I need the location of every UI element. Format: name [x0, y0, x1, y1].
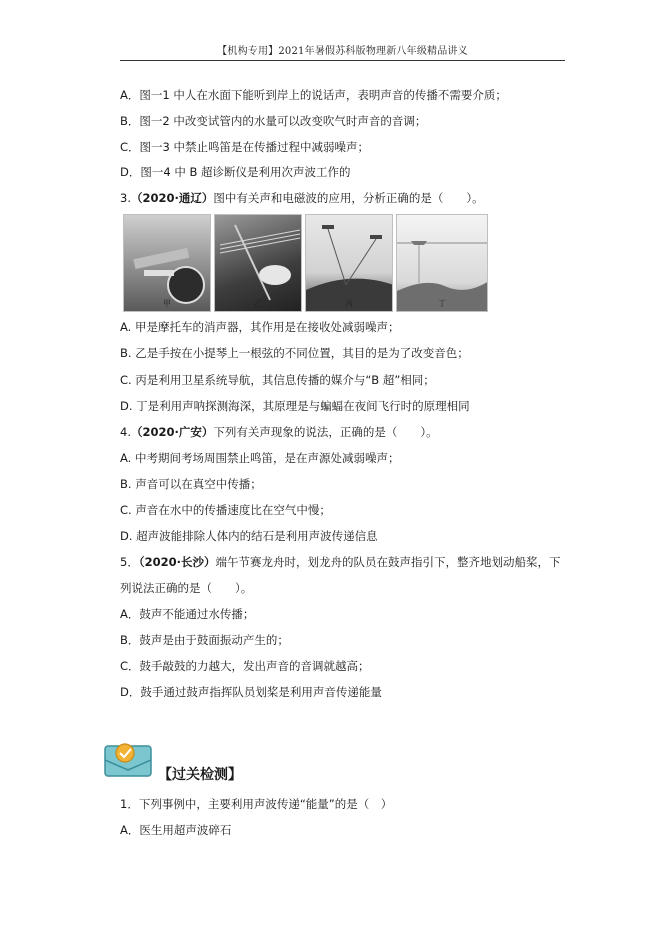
q3-source: （2020·通辽）: [130, 191, 214, 205]
q1-option-a: A．医生用超声波碎石: [120, 823, 232, 837]
q5-source: （2020·长沙）: [138, 555, 216, 569]
sonar-illustration: [397, 215, 488, 311]
q4-source: （2020·广安）: [130, 425, 214, 439]
q3-option-d: D. 丁是利用声呐探测海深，其原理是与蝙蝠在夜间飞行时的原理相同: [120, 399, 470, 413]
motorcycle-illustration: [124, 215, 211, 311]
q5-text: 端午节赛龙舟时，划龙舟的队员在鼓声指引下，整齐地划动船桨，下: [215, 555, 561, 569]
q5-option-d: D．鼓手通过鼓声指挥队员划桨是利用声音传递能量: [120, 685, 382, 699]
q4-number: 4.: [120, 425, 131, 439]
section-title: 【过关检测】: [158, 767, 242, 783]
caption-ding: 丁: [438, 299, 447, 308]
q4-text: 下列有关声现象的说法，正确的是（ ）。: [213, 425, 438, 439]
figure-violin: [214, 214, 302, 312]
q3-option-b: B. 乙是手按在小提琴上一根弦的不同位置，其目的是为了改变音色；: [120, 346, 469, 360]
caption-jia: 甲: [163, 299, 171, 308]
q3-number: 3.: [120, 191, 131, 205]
q5-option-c: C．鼓手敲鼓的力越大，发出声音的音调就越高；: [120, 659, 370, 673]
q4-option-b: B. 声音可以在真空中传播；: [120, 477, 262, 491]
caption-yi: 乙: [254, 299, 263, 308]
q5-option-a: A．鼓声不能通过水传播；: [120, 607, 255, 621]
prev-option-b: B．图一2 中改变试管内的水量可以改变吹气时声音的音调；: [120, 114, 427, 128]
q3-option-c: C. 丙是利用卫星系统导航，其信息传播的媒介与“B 超”相同；: [120, 373, 435, 387]
q4-option-a: A. 中考期间考场周围禁止鸣笛，是在声源处减弱噪声；: [120, 451, 400, 465]
prev-option-d: D．图一4 中 B 超诊断仪是利用次声波工作的: [120, 165, 351, 179]
q3-option-a: A. 甲是摩托车的消声器，其作用是在接收处减弱噪声；: [120, 320, 400, 334]
satellite-illustration: [306, 215, 393, 311]
figure-sonar-ship: [396, 214, 488, 312]
page-header: 【机构专用】2021年暑假苏科版物理新八年级精品讲义: [217, 46, 468, 57]
q5-stem: [120, 554, 560, 570]
caption-bing: 丙: [345, 299, 354, 308]
q5-number: 5．: [120, 555, 139, 569]
q4-option-c: C. 声音在水中的传播速度比在空气中慢；: [120, 503, 331, 517]
checkmark-badge-icon: [104, 740, 154, 778]
prev-option-a: A．图一1 中人在水面下能听到岸上的说话声，表明声音的传播不需要介质；: [120, 88, 507, 102]
q3-text: 图中有关声和电磁波的应用，分析正确的是（ ）。: [213, 191, 484, 205]
prev-option-c: C．图一3 中禁止鸣笛是在传播过程中减弱噪声；: [120, 140, 369, 154]
q1-stem: 1．下列事例中，主要利用声波传递“能量”的是（ ）: [120, 797, 393, 811]
header-divider: [120, 60, 565, 61]
q3-figure-strip: [123, 214, 488, 311]
figure-satellite: [305, 214, 393, 312]
figure-motorcycle: [123, 214, 211, 312]
q4-option-d: D. 超声波能排除人体内的结石是利用声波传递信息: [120, 529, 378, 543]
q5-option-b: B．鼓声是由于鼓面振动产生的；: [120, 633, 289, 647]
violin-illustration: [215, 215, 302, 311]
q5-stem-cont: 列说法正确的是（ ）。: [120, 581, 253, 595]
q3-stem: [120, 190, 484, 206]
q4-stem: [120, 424, 438, 440]
